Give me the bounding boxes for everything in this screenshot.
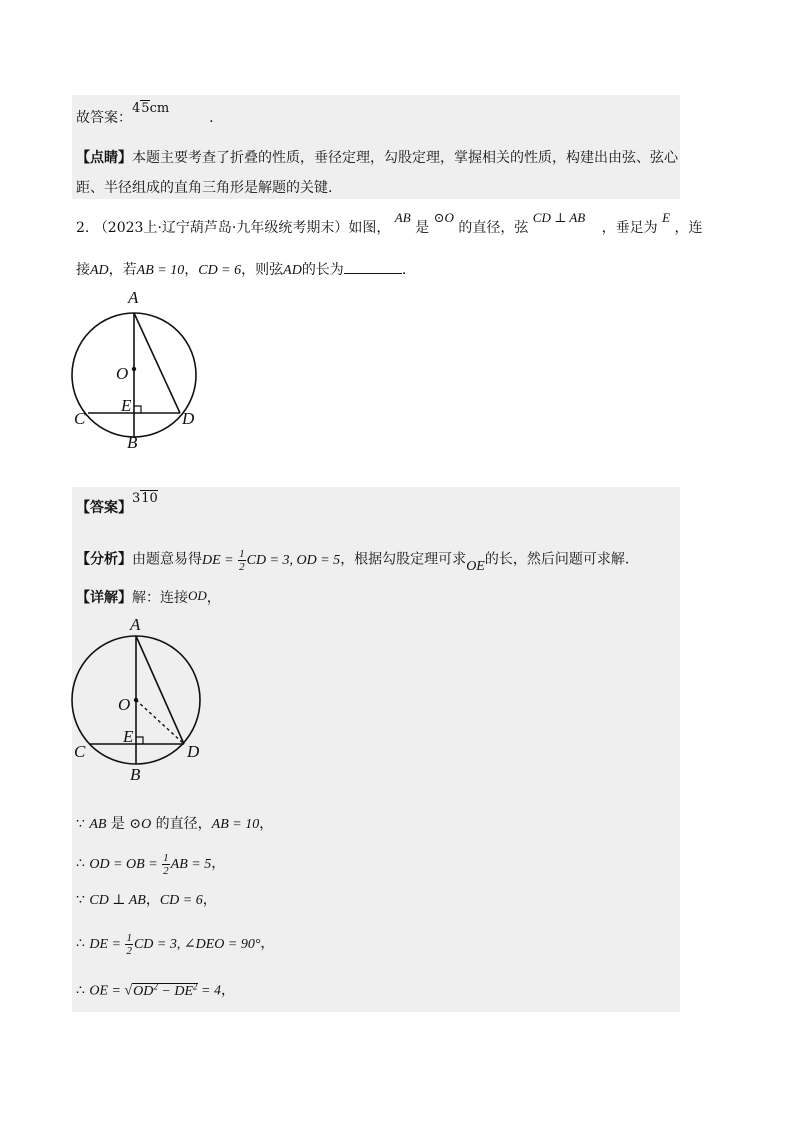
answer-tag: 【答案】 bbox=[76, 500, 132, 516]
step-2: ∴ OD = OB = $\frac{1}{2}$ AB = 5， bbox=[76, 852, 226, 877]
label-b: B bbox=[130, 765, 141, 784]
answer-line bbox=[76, 491, 158, 519]
label-c: C bbox=[74, 742, 86, 761]
detail-tag: 【详解】 bbox=[76, 590, 132, 606]
center-point bbox=[134, 698, 138, 702]
analysis-line: 【分析】由题意易得DE = $\frac{1}{2}$ CD = 3, OD = 5，根据勾股定理可求OE的长，然后问题可求解. bbox=[76, 548, 630, 574]
step-1: ∵ AB 是 ⊙O 的直径，AB = 10， bbox=[76, 816, 274, 832]
answer-value: 310 bbox=[132, 491, 158, 506]
label-a: A bbox=[130, 615, 141, 634]
answer-blank bbox=[344, 261, 402, 274]
analysis-tag: 【分析】 bbox=[76, 551, 132, 568]
detail-line: 【详解】解：连接OD， bbox=[76, 588, 221, 606]
chord-ad bbox=[134, 313, 180, 413]
step-3: ∵ CD ⊥ AB，CD = 6， bbox=[76, 892, 217, 908]
previous-answer-value: 45cm bbox=[132, 101, 170, 116]
right-angle-mark bbox=[136, 737, 143, 744]
dianjing-tag: 【点睛】 bbox=[76, 150, 132, 166]
step-4: ∴ DE = $\frac{1}{2}$ CD = 3, ∠DEO = 90°， bbox=[76, 932, 275, 957]
center-point bbox=[132, 367, 136, 371]
question-line-1: 2. （2023上·辽宁葫芦岛·九年级统考期末）如图， AB 是 ⊙O 的直径，弦 CD ⊥ AB ，垂足为 E ，连 bbox=[76, 210, 703, 236]
label-a: A bbox=[128, 288, 139, 307]
label-c: C bbox=[74, 409, 86, 428]
chord-ad bbox=[136, 636, 184, 744]
dianjing-line-1: 【点睛】本题主要考查了折叠的性质，垂径定理，勾股定理，掌握相关的性质，构建出由弦、弦心 bbox=[76, 150, 678, 166]
question-line-2: 接AD，若AB = 10，CD = 6，则弦AD的长为 . bbox=[76, 262, 407, 278]
label-e: E bbox=[123, 727, 134, 746]
analysis-expression: DE = $\frac{1}{2}$ CD = 3, OD = 5 bbox=[202, 548, 341, 573]
dianjing-line-2: 距、半径组成的直角三角形是解题的关键. bbox=[76, 180, 333, 196]
previous-answer: 故答案：45cm. bbox=[76, 101, 214, 126]
solution-figure bbox=[60, 612, 230, 787]
label-b: B bbox=[127, 433, 138, 452]
question-number: 2. bbox=[76, 220, 90, 236]
step-5: ∴ OE = $√OD^2 - DE^2 = 4$， bbox=[76, 981, 235, 999]
label-o: O bbox=[116, 364, 129, 383]
question-figure bbox=[60, 286, 230, 456]
label-d: D bbox=[187, 742, 200, 761]
label-e: E bbox=[121, 396, 132, 415]
label-d: D bbox=[182, 409, 195, 428]
label-o: O bbox=[118, 695, 131, 714]
right-angle-mark bbox=[134, 406, 141, 413]
